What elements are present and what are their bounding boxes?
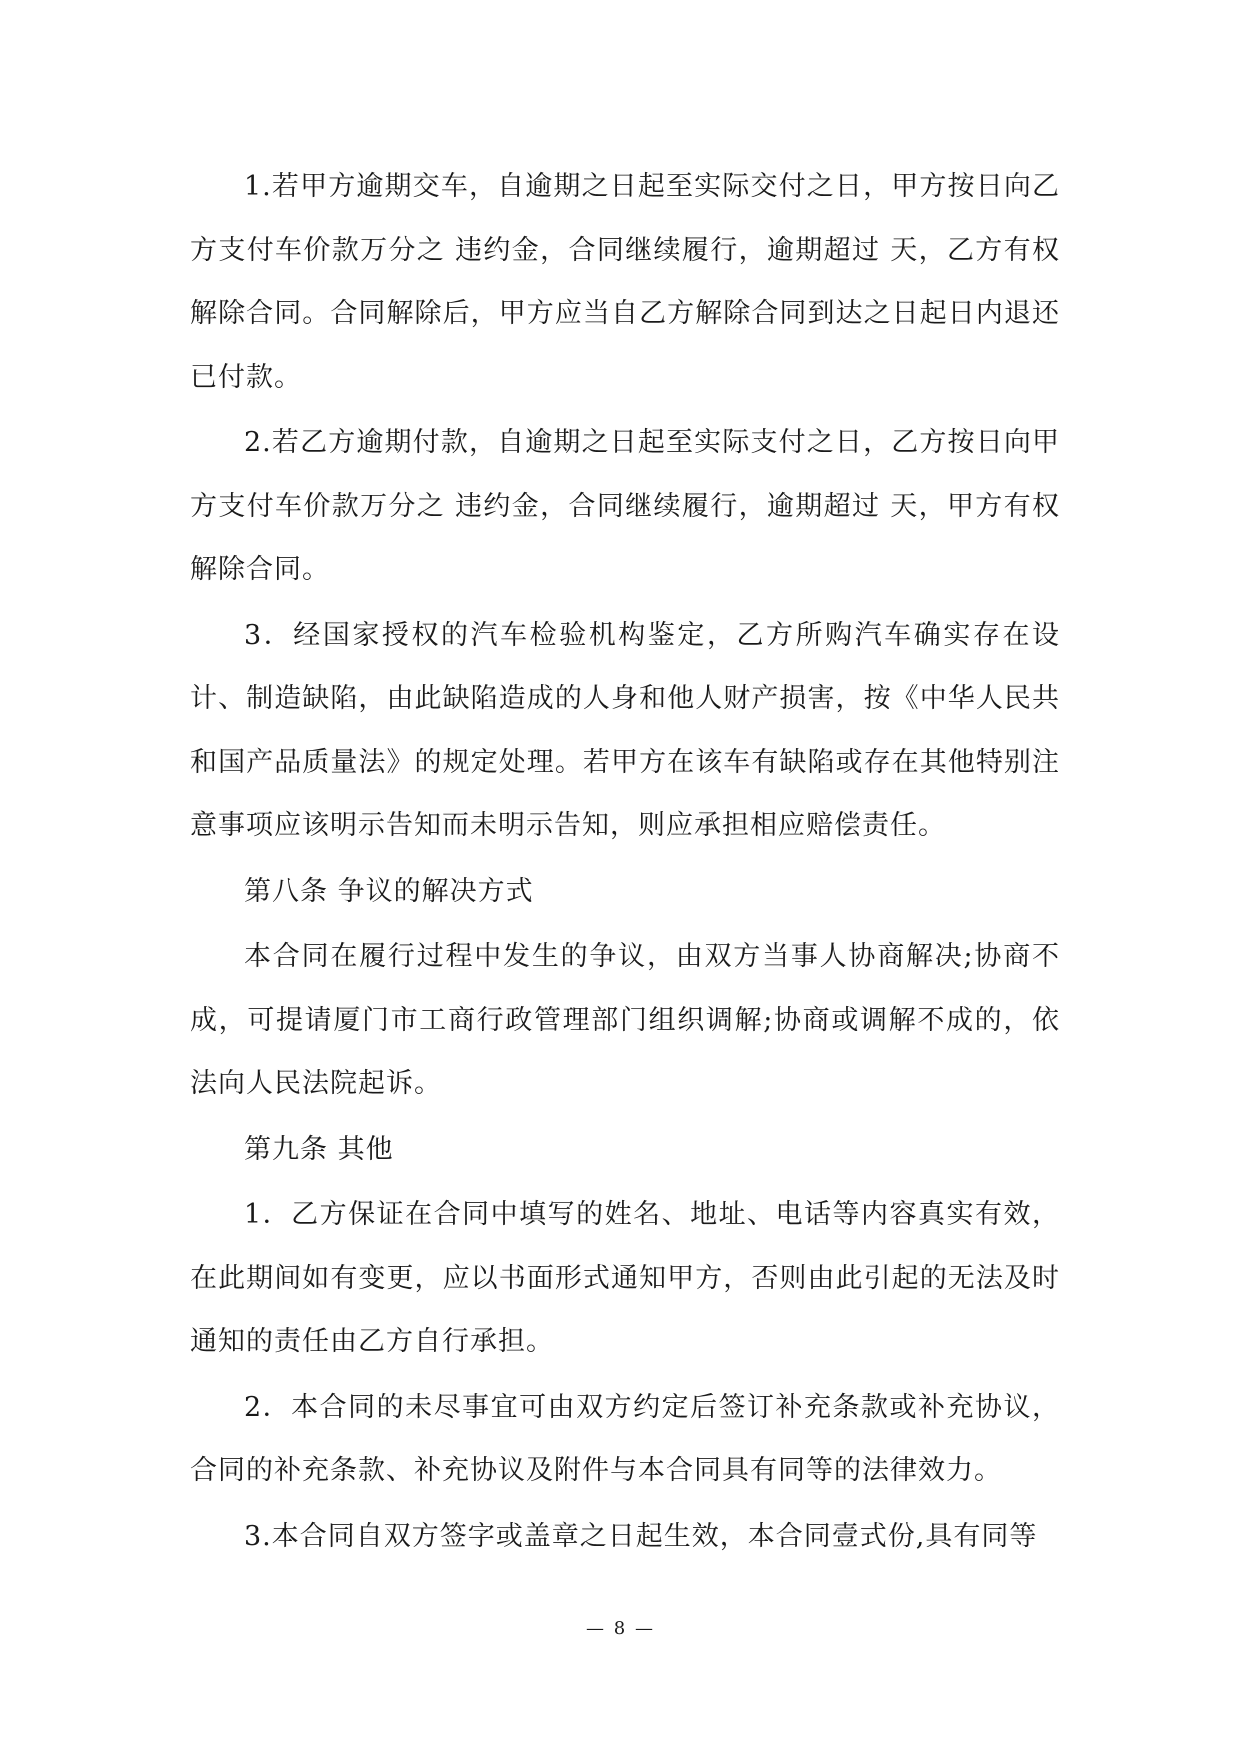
heading-article-9: 第九条 其他 — [244, 1133, 394, 1165]
heading-article-8: 第八条 争议的解决方式 — [244, 875, 534, 907]
paragraph-defect-liability: 3．经国家授权的汽车检验机构鉴定，乙方所购汽车确实存在设计、制造缺陷，由此缺陷造成的人身和他人财产损害，按《中华人民共和国产品质量法》的规定处理。若甲方在该车有缺陷或存在其他特别注意事项应该明示告知而未明示告知，则应承担相应赔偿责任。 — [190, 619, 1060, 841]
page-number: — 8 — — [586, 1618, 655, 1639]
paragraph-effectiveness: 3.本合同自双方签字或盖章之日起生效，本合同壹式份,具有同等 — [244, 1520, 1038, 1552]
paragraph-late-delivery: 1.若甲方逾期交车，自逾期之日起至实际交付之日，甲方按日向乙方支付车价款万分之 违约金，合同继续履行，逾期超过 天，乙方有权解除合同。合同解除后，甲方应当自乙方解除合同到达之日起日内退还已付款。 — [190, 171, 1060, 393]
paragraph-supplementary: 2．本合同的未尽事宜可由双方约定后签订补充条款或补充协议，合同的补充条款、补充协议及附件与本合同具有同等的法律效力。 — [190, 1391, 1060, 1486]
paragraph-late-payment: 2.若乙方逾期付款，自逾期之日起至实际支付之日，乙方按日向甲方支付车价款万分之 违约金，合同继续履行，逾期超过 天，甲方有权解除合同。 — [190, 427, 1060, 585]
paragraph-info-accuracy: 1．乙方保证在合同中填写的姓名、地址、电话等内容真实有效，在此期间如有变更，应以书面形式通知甲方，否则由此引起的无法及时通知的责任由乙方自行承担。 — [190, 1199, 1060, 1357]
document-body — [190, 155, 1060, 1570]
paragraph-dispute-resolution: 本合同在履行过程中发生的争议，由双方当事人协商解决;协商不成，可提请厦门市工商行政管理部门组织调解;协商或调解不成的，依法向人民法院起诉。 — [190, 941, 1060, 1099]
